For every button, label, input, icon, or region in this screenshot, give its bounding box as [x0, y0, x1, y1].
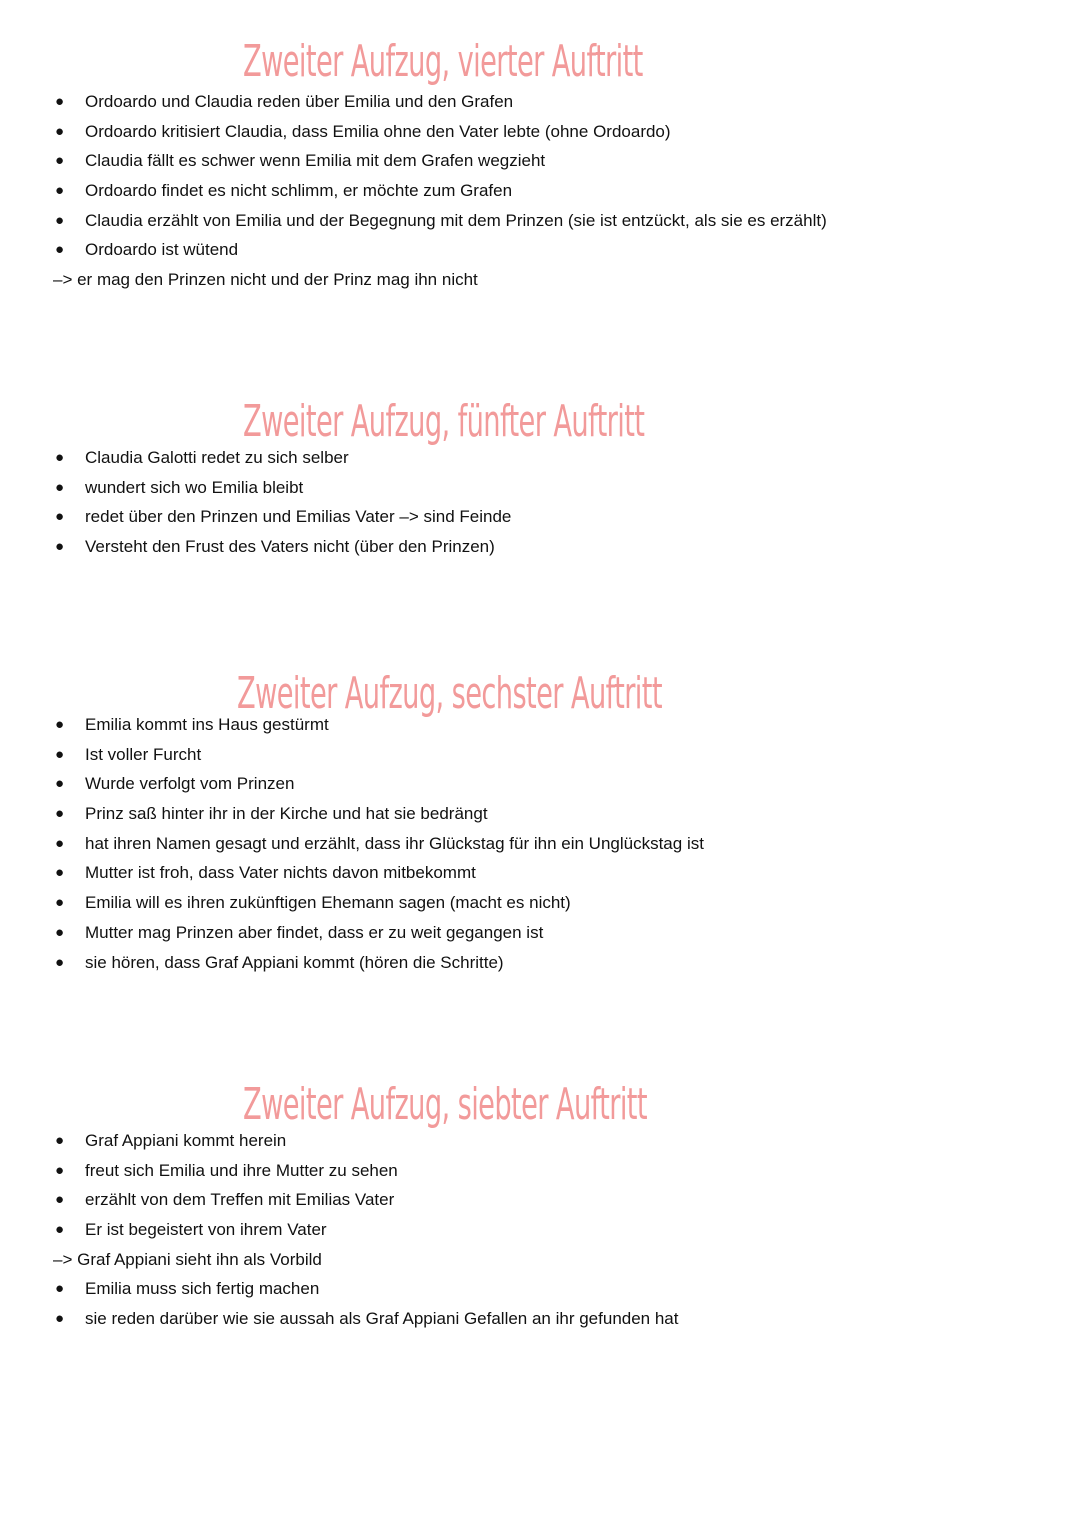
list-item [0, 888, 1080, 918]
bullet-icon: ● [55, 1280, 65, 1298]
list-item [0, 532, 1080, 562]
list-item [0, 918, 1080, 948]
list-item [0, 1156, 1080, 1186]
list-item [0, 473, 1080, 503]
bullet-icon: ● [55, 449, 65, 466]
item-text: Ordoardo ist wütend [85, 240, 239, 260]
item-text: Wurde verfolgt vom Prinzen [85, 774, 295, 794]
list-item [0, 146, 1080, 176]
bullet-icon: ● [55, 953, 65, 971]
bullet-icon: ● [55, 805, 65, 823]
bullet-icon: ● [55, 211, 65, 229]
list-item [0, 1185, 1080, 1215]
arrow-note [0, 265, 1080, 295]
item-text: sie reden darüber wie sie aussah als Graf Appiani Gefallen an ihr gefunden hat [85, 1309, 679, 1329]
bullet-icon: ● [55, 508, 65, 526]
item-text: Er ist begeistert von ihrem Vater [85, 1220, 327, 1240]
list-item [0, 443, 1080, 473]
notes-list [0, 87, 1080, 295]
item-text: freut sich Emilia und ihre Mutter zu sehen [85, 1160, 398, 1180]
bullet-icon: ● [55, 923, 65, 941]
item-text: Emilia will es ihren zukünftigen Ehemann sagen (macht es nicht) [85, 893, 571, 913]
bullet-icon: ● [55, 1191, 65, 1209]
bullet-icon: ● [55, 122, 65, 140]
bullet-icon: ● [55, 716, 65, 733]
list-item [0, 235, 1080, 265]
bullet-icon: ● [55, 834, 65, 852]
item-text: hat ihren Namen gesagt und erzählt, dass ihr Glückstag für ihn ein Unglückstag ist [85, 833, 704, 853]
section-title: Zweiter Aufzug, siebter Auftritt [243, 1079, 647, 1130]
notes-list [0, 710, 1080, 977]
bullet-icon: ● [55, 1161, 65, 1179]
bullet-icon: ● [55, 241, 65, 259]
bullet-icon: ● [55, 745, 65, 763]
list-item [0, 502, 1080, 532]
item-text: Prinz saß hinter ihr in der Kirche und hat sie bedrängt [85, 804, 488, 824]
item-text: wundert sich wo Emilia bleibt [85, 477, 304, 497]
list-item [0, 87, 1080, 117]
list-item [0, 206, 1080, 236]
bullet-icon: ● [55, 478, 65, 496]
list-item [0, 799, 1080, 829]
bullet-icon: ● [55, 152, 65, 170]
section-title: Zweiter Aufzug, fünfter Auftritt [243, 396, 645, 447]
list-item [0, 829, 1080, 859]
list-item [0, 948, 1080, 978]
bullet-icon: ● [55, 1221, 65, 1239]
arrow-note [0, 1245, 1080, 1275]
bullet-icon: ● [55, 1310, 65, 1328]
list-item [0, 858, 1080, 888]
notes-list [0, 443, 1080, 562]
item-text: Ordoardo findet es nicht schlimm, er möchte zum Grafen [85, 181, 513, 201]
item-text: Ist voller Furcht [85, 744, 202, 764]
item-text: redet über den Prinzen und Emilias Vater –> sind Feinde [85, 507, 512, 527]
item-text: Emilia kommt ins Haus gestürmt [85, 715, 329, 734]
item-text: sie hören, dass Graf Appiani kommt (hören die Schritte) [85, 952, 504, 972]
item-text: Ordoardo kritisiert Claudia, dass Emilia ohne den Vater lebte (ohne Ordoardo) [85, 121, 671, 141]
item-text: Claudia Galotti redet zu sich selber [85, 448, 349, 467]
bullet-icon: ● [55, 775, 65, 793]
item-text: Claudia fällt es schwer wenn Emilia mit dem Grafen wegzieht [85, 151, 546, 171]
item-text: –> Graf Appiani sieht ihn als Vorbild [53, 1249, 322, 1269]
item-text: Mutter mag Prinzen aber findet, dass er zu weit gegangen ist [85, 922, 544, 942]
list-item [0, 1126, 1080, 1156]
list-item [0, 176, 1080, 206]
list-item [0, 117, 1080, 147]
section-title: Zweiter Aufzug, vierter Auftritt [243, 36, 643, 87]
bullet-icon: ● [55, 93, 65, 110]
bullet-icon: ● [55, 894, 65, 912]
list-item [0, 769, 1080, 799]
item-text: Mutter ist froh, dass Vater nichts davon mitbekommt [85, 863, 476, 883]
list-item [0, 1304, 1080, 1334]
section-title: Zweiter Aufzug, sechster Auftritt [237, 668, 662, 719]
list-item [0, 1274, 1080, 1304]
list-item [0, 740, 1080, 770]
item-text: Ordoardo und Claudia reden über Emilia und den Grafen [85, 92, 514, 111]
bullet-icon: ● [55, 182, 65, 200]
bullet-icon: ● [55, 1132, 65, 1149]
item-text: Claudia erzählt von Emilia und der Begegnung mit dem Prinzen (sie ist entzückt, als sie es erzählt) [85, 210, 827, 230]
item-text: Emilia muss sich fertig machen [85, 1279, 320, 1299]
item-text: Graf Appiani kommt herein [85, 1131, 287, 1150]
item-text: –> er mag den Prinzen nicht und der Prinz mag ihn nicht [53, 270, 478, 290]
notes-list [0, 1126, 1080, 1334]
list-item [0, 1215, 1080, 1245]
bullet-icon: ● [55, 538, 65, 556]
bullet-icon: ● [55, 864, 65, 882]
item-text: Versteht den Frust des Vaters nicht (über den Prinzen) [85, 537, 495, 557]
item-text: erzählt von dem Treffen mit Emilias Vater [85, 1190, 395, 1210]
